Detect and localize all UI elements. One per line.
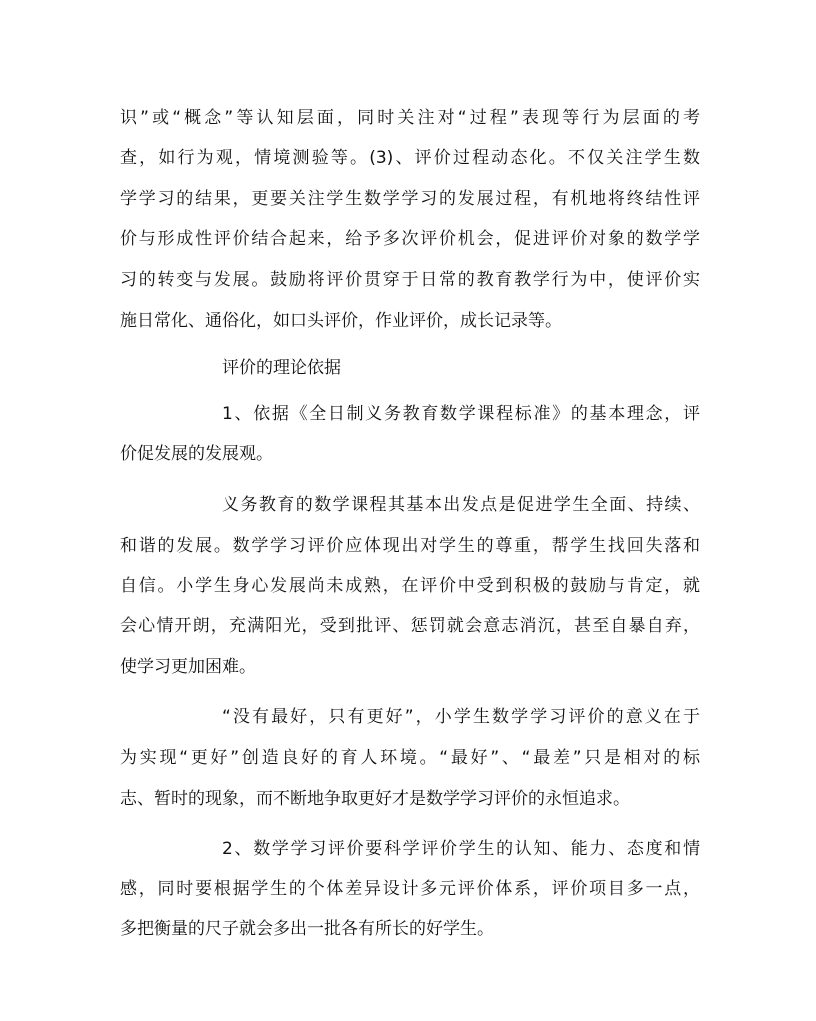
paragraph-5-line-2: 感，同时要根据学生的个体差异设计多元评价体系，评价项目多一点， <box>120 879 700 899</box>
paragraph-1-line-6: 施日常化、通俗化，如口头评价，作业评价，成长记录等。 <box>120 311 562 331</box>
paragraph-2-line-1: 1、依据《全日制义务教育数学课程标准》的基本理念，评 <box>222 404 700 424</box>
paragraph-3-line-2: 和谐的发展。数学学习评价应体现出对学生的尊重，帮学生找回失落和 <box>120 536 700 556</box>
paragraph-1-line-3: 学学习的结果，更要关注学生数学学习的发展过程，有机地将终结性评 <box>120 189 700 209</box>
paragraph-1-line-5: 习的转变与发展。鼓励将评价贯穿于日常的教育教学行为中，使评价实 <box>120 270 700 290</box>
paragraph-5-line-1: 2、数学学习评价要科学评价学生的认知、能力、态度和情 <box>222 839 700 859</box>
paragraph-3-line-4: 会心情开朗，充满阳光，受到批评、惩罚就会意志消沉，甚至自暴自弃， <box>120 616 700 636</box>
section-heading: 评价的理论依据 <box>222 358 341 378</box>
paragraph-1-line-2: 查，如行为观，情境测验等。(3)、评价过程动态化。不仅关注学生数 <box>120 148 700 168</box>
paragraph-2-line-2: 价促发展的发展观。 <box>120 444 273 464</box>
paragraph-3-line-1: 义务教育的数学课程其基本出发点是促进学生全面、持续、 <box>222 495 700 515</box>
paragraph-4-line-1: “没有最好，只有更好”，小学生数学学习评价的意义在于 <box>222 707 700 727</box>
paragraph-4-line-2: 为实现“更好”创造良好的育人环境。“最好”、“最差”只是相对的标 <box>120 748 700 768</box>
paragraph-4-line-3: 志、暂时的现象，而不断地争取更好才是数学学习评价的永恒追求。 <box>120 789 630 809</box>
paragraph-1-line-4: 价与形成性评价结合起来，给予多次评价机会，促进评价对象的数学学 <box>120 229 700 249</box>
paragraph-3-line-5: 使学习更加困难。 <box>120 657 256 677</box>
paragraph-5-line-3: 多把衡量的尺子就会多出一批各有所长的好学生。 <box>120 919 494 939</box>
paragraph-3-line-3: 自信。小学生身心发展尚未成熟，在评价中受到积极的鼓励与肯定，就 <box>120 576 700 596</box>
paragraph-1-line-1: 识”或“概念”等认知层面，同时关注对“过程”表现等行为层面的考 <box>120 108 700 128</box>
